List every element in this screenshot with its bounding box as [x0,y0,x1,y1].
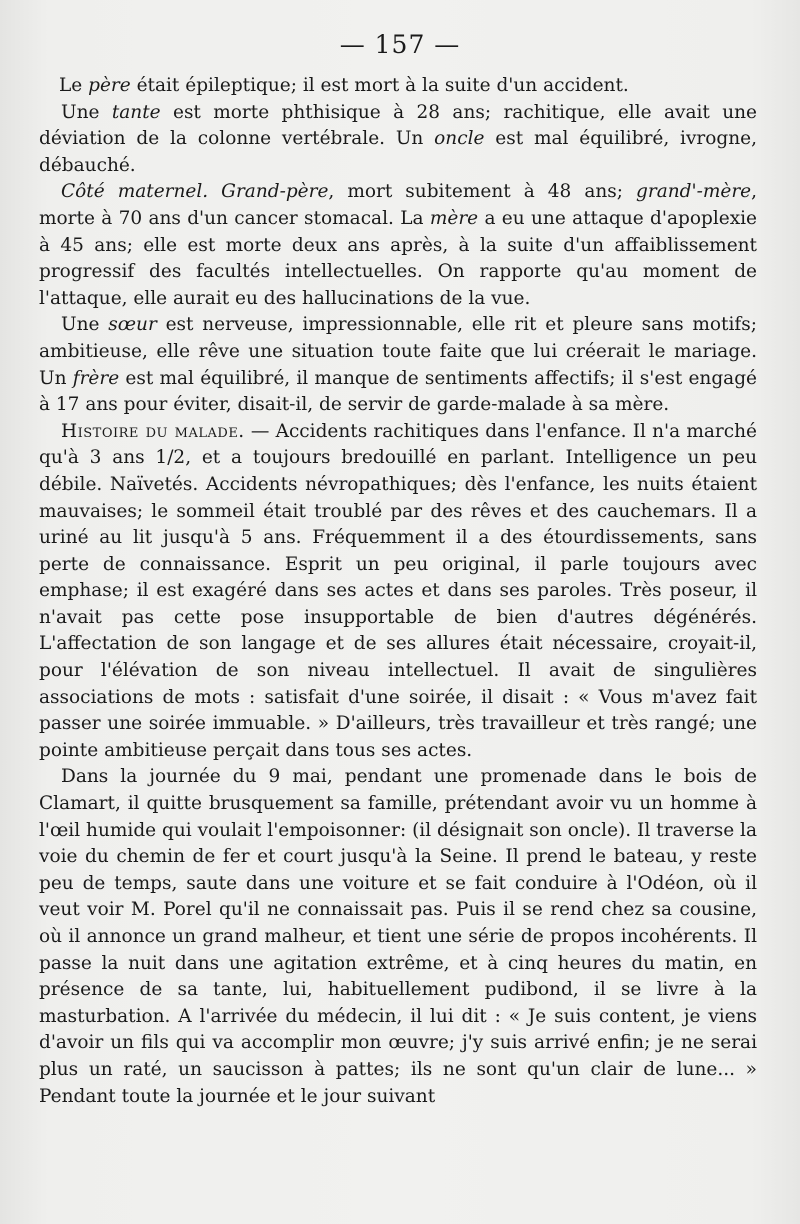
text-run: est mal équilibré, il manque de sentiments affectifs; il s'est engagé à 17 ans pour éviter, disait-il, de servir de garde-malade à sa mère. [39,367,757,416]
text-run: Une [61,101,112,123]
italic-text: mère [429,207,479,229]
italic-text: oncle [434,128,485,150]
section-heading: Histoire du malade. [61,420,245,442]
paragraph-sister-brother [39,312,757,418]
paragraph-aunt-uncle [39,100,757,180]
text-run: — Accidents rachitiques dans l'enfance. Il n'a marché qu'à 3 ans 1/2, et a toujours bredouillé en parlant. Intelligence un peu débile. Naïvetés. Accidents névropathiques; dès l'enfance, les nuits étaient mauvaises; le sommeil était troublé par des rêves et des cauchemars. Il a uriné au lit jusqu'à 5 ans. Fréquemment il a des étourdissements, sans perte de connaissance. Esprit un peu original, il parle toujours avec emphase; il est exagéré dans ses actes et dans ses paroles. Très poseur, il n'avait pas cette pose insupportable de bien d'autres dégénérés. L'affectation de son langage et de ses allures était nécessaire, croyait-il, pour l'élévation de son niveau intellectuel. Il avait de singulières associations de mots : satisfait d'une soirée, il disait : « Vous m'avez fait passer une soirée immuable. » D'ailleurs, très travailleur et très rangé; une pointe ambitieuse perçait dans tous ses actes. [39,420,757,761]
text-run: est nerveuse, impressionnable, elle rit et pleure sans motifs; ambitieuse, elle rêve une situation toute faite que lui créerait le mariage. Un [39,314,757,389]
paragraph-father [39,73,757,100]
text-run: , mort subitement à 48 ans; [328,181,637,203]
page-body-text [39,73,757,1110]
paragraph-maternal-side [39,179,757,312]
italic-text: sœur [108,314,157,336]
italic-text: grand'-mère [636,181,752,203]
text-run: était épileptique; il est mort à la suite d'un accident. [130,75,629,96]
text-run: est morte phthisique à 28 ans; rachitique, elle avait une déviation de la colonne vertébrale. Un [39,101,757,150]
page-number: — 157 — [339,30,461,59]
text-run: Une [61,314,109,336]
italic-text: Côté maternel. Grand-père [61,181,329,203]
paragraph-may-ninth [39,764,757,1110]
paragraph-patient-history [39,419,757,765]
italic-text: tante [111,101,161,123]
italic-text: père [88,75,131,96]
text-run: est mal équilibré, ivrogne, débauché. [39,128,757,176]
text-run: Le [59,75,89,96]
italic-text: frère [72,367,120,389]
text-run: Dans la journée du 9 mai, pendant une promenade dans le bois de Clamart, il quitte brusquement sa famille, prétendant avoir vu un homme à l'œil humide qui voulait l'empoisonner: (il désignait son oncle). Il traverse la voie du chemin de fer et court jusqu'à la Seine. Il prend le bateau, y reste peu de temps, saute dans une voiture et se fait conduire à l'Odéon, où il veut voir M. Porel qu'il ne connaissait pas. Puis il se rend chez sa cousine, où il annonce un grand malheur, et tient une série de propos incohérents. Il passe la nuit dans une agitation extrême, et à cinq heures du matin, en présence de sa tante, lui, habituellement pudibond, il se livre à la masturbation. A l'arrivée du médecin, il lui dit : « Je suis content, je viens d'avoir un fils qui va accomplir mon œuvre; j'y suis arrivé enfin; je ne serai plus un raté, un saucisson à pattes; ils ne sont qu'un clair de lune... » Pendant toute la journée et le jour suivant [39,766,757,1107]
text-run: , morte à 70 ans d'un cancer stomacal. La [39,181,757,229]
text-run: a eu une attaque d'apoplexie à 45 ans; elle est morte deux ans après, à la suite d'un affaiblissement progressif des facultés intellectuelles. On rapporte qu'au moment de l'attaque, elle aurait eu des hallucinations de la vue. [39,207,757,309]
